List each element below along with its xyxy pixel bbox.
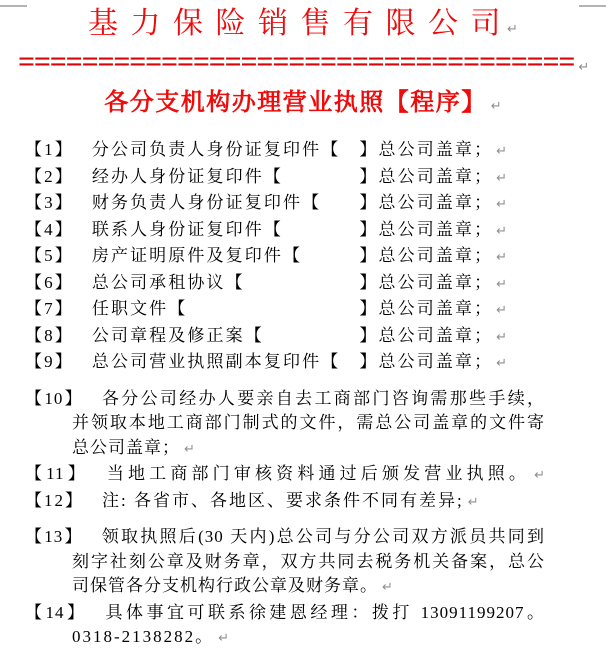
item-line xyxy=(25,324,507,351)
item-text: 具体事宜可联系徐建恩经理：拨打 13091199207。 xyxy=(105,602,545,622)
procedure-list xyxy=(25,138,545,652)
paragraph-mark: ↵ xyxy=(490,99,502,114)
paragraph-mark: ↵ xyxy=(496,223,508,239)
item-text: 分公司负责人身份证复印件【 】总公司盖章； xyxy=(91,140,493,159)
item-number: 【3】 xyxy=(25,193,74,212)
item-number: 【13】 xyxy=(25,527,84,546)
item-line xyxy=(25,489,545,516)
list-item xyxy=(25,218,545,245)
item-text: 刻字社刻公章及财务章，双方共同去税务机关备案，总公 xyxy=(72,551,545,571)
list-item xyxy=(25,271,545,298)
item-number: 【14】 xyxy=(25,602,88,622)
item-text: 并领取本地工商部门制式的文件，需总公司盖章的文件寄 xyxy=(72,413,545,432)
item-line xyxy=(25,191,507,218)
item-text: 总公司承租协议【 】总公司盖章； xyxy=(91,272,493,292)
item-number: 【7】 xyxy=(25,299,74,318)
divider-line xyxy=(0,45,606,78)
item-text: 房产证明原件及复印件【 】总公司盖章； xyxy=(91,246,493,265)
item-text: 总公司营业执照副本复印件【 】总公司盖章； xyxy=(91,352,493,371)
item-line xyxy=(25,138,507,165)
item-line xyxy=(25,350,507,377)
list-item xyxy=(25,489,545,516)
item-line xyxy=(25,574,545,601)
doc-subtitle xyxy=(0,88,606,122)
paragraph-mark: ↵ xyxy=(184,441,195,457)
item-number: 【6】 xyxy=(25,272,74,292)
list-item xyxy=(25,462,545,489)
list-item xyxy=(25,601,545,652)
paragraph-mark: ↵ xyxy=(507,22,518,37)
paragraph-mark: ↵ xyxy=(534,468,545,483)
paragraph-mark: ↵ xyxy=(467,494,479,510)
paragraph-mark: ↵ xyxy=(496,303,508,318)
item-line xyxy=(25,218,507,245)
paragraph-mark: ↵ xyxy=(496,197,508,212)
paragraph-mark: ↵ xyxy=(218,631,230,646)
page-boundary-mark xyxy=(579,5,606,7)
item-text: 总公司盖章； xyxy=(72,437,180,457)
page-boundary-mark xyxy=(0,5,27,7)
list-item xyxy=(25,387,545,463)
item-text: 联系人身份证复印件【 】总公司盖章； xyxy=(91,219,493,239)
item-number: 【1】 xyxy=(25,140,74,159)
item-number: 【12】 xyxy=(25,490,84,510)
page-title xyxy=(0,5,606,49)
item-text: 任职文件【 】总公司盖章； xyxy=(91,299,493,318)
paragraph-mark: ↵ xyxy=(578,60,590,75)
page-title-text: 基 力 保 险 销 售 有 限 公 司 xyxy=(88,7,504,40)
item-number: 【5】 xyxy=(25,246,74,265)
item-line xyxy=(25,387,545,412)
item-text: 领取执照后(30 天内)总公司与分公司双方派员共同到 xyxy=(101,527,546,546)
item-text: 公司章程及修正案【 】总公司盖章； xyxy=(91,325,493,345)
paragraph-mark: ↵ xyxy=(496,144,508,159)
item-text: 经办人身份证复印件【 】总公司盖章； xyxy=(91,166,493,186)
item-line xyxy=(25,297,507,324)
list-item xyxy=(25,244,545,271)
item-number: 【11】 xyxy=(25,464,89,483)
item-text: 0318-2138282。 xyxy=(72,627,215,646)
item-text: 财务负责人身份证复印件【 】总公司盖章； xyxy=(91,193,493,212)
list-item xyxy=(25,525,545,601)
list-item xyxy=(25,324,545,351)
paragraph-mark: ↵ xyxy=(496,329,508,345)
list-item xyxy=(25,297,545,324)
list-item xyxy=(25,350,545,377)
list-item xyxy=(25,165,545,192)
item-line xyxy=(25,525,545,550)
item-line xyxy=(25,436,545,463)
item-line xyxy=(25,244,507,271)
item-line xyxy=(25,601,545,626)
item-line xyxy=(25,411,545,436)
paragraph-mark: ↵ xyxy=(496,250,508,265)
item-text: 司保管各分支机构行政公章及财务章。 xyxy=(72,576,378,595)
item-text: 各分公司经办人要亲自去工商部门咨询需那些手续， xyxy=(101,388,546,408)
doc-subtitle-text: 各分支机构办理营业执照【程序】 xyxy=(104,90,487,116)
item-text: 注: 各省市、各地区、要求条件不同有差异; xyxy=(102,490,464,510)
item-number: 【2】 xyxy=(25,166,74,186)
paragraph-mark: ↵ xyxy=(382,580,393,595)
list-item xyxy=(25,191,545,218)
item-text: 当地工商部门审核资料通过后颁发营业执照。 xyxy=(106,464,531,483)
item-number: 【9】 xyxy=(25,352,74,371)
item-number: 【10】 xyxy=(25,388,84,408)
item-line xyxy=(25,165,507,192)
item-line xyxy=(25,550,545,575)
paragraph-mark: ↵ xyxy=(496,356,508,371)
item-line xyxy=(25,462,545,489)
item-line xyxy=(25,271,507,298)
item-number: 【4】 xyxy=(25,219,74,239)
divider-glyphs: =================================== xyxy=(18,45,575,78)
paragraph-mark: ↵ xyxy=(496,170,508,186)
item-line xyxy=(25,625,545,652)
item-number: 【8】 xyxy=(25,325,74,345)
list-item xyxy=(25,138,545,165)
paragraph-mark: ↵ xyxy=(496,276,508,292)
